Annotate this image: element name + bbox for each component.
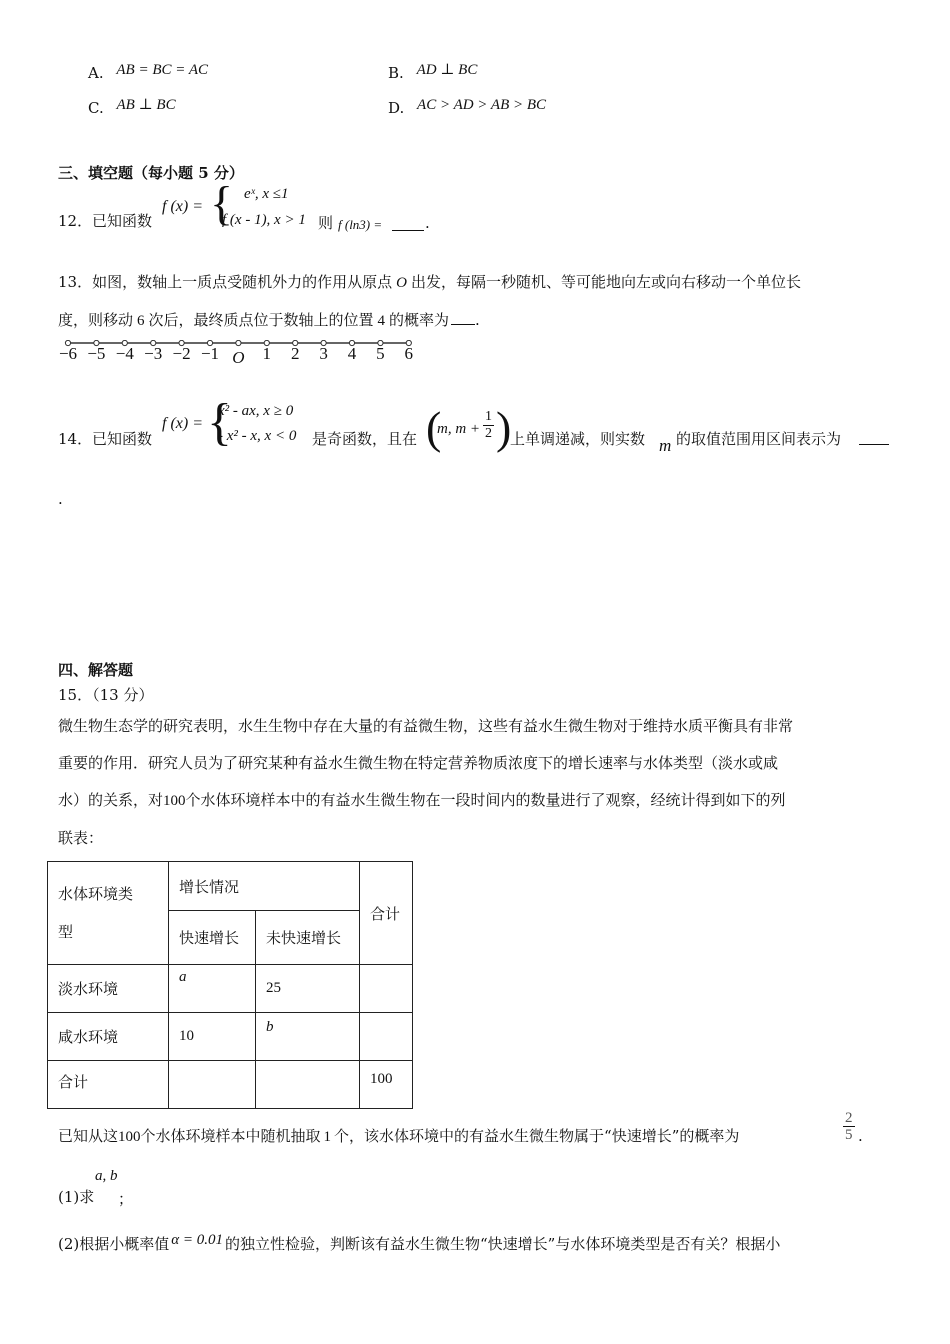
table-row2-total bbox=[360, 1013, 413, 1061]
q15-known-a: 已知从这 bbox=[58, 1127, 119, 1145]
q15-alpha: α = 0.01 bbox=[171, 1232, 223, 1248]
q15-known-end: . bbox=[858, 1127, 863, 1145]
section3-heading: 三、填空题（每小题 5 分） bbox=[58, 164, 244, 182]
table-row2-label: 咸水环境 bbox=[48, 1013, 169, 1061]
q15-sub1: (1)求 bbox=[58, 1188, 95, 1206]
number-line-label: −5 bbox=[87, 344, 106, 363]
table-row1-notfast: 25 bbox=[256, 965, 360, 1013]
q13-answer-blank[interactable] bbox=[451, 324, 475, 325]
table-row bbox=[48, 965, 413, 1013]
option-a-label: A. bbox=[88, 64, 104, 82]
q15-frac-num: 2 bbox=[845, 1110, 853, 1126]
q12-fx: f (x) = bbox=[162, 198, 203, 215]
table-row1-fast: a bbox=[169, 965, 256, 1013]
number-line-label: 2 bbox=[290, 344, 300, 363]
option-c-text: AB ⊥ BC bbox=[116, 97, 176, 113]
q14-interval: m, m + bbox=[437, 421, 481, 437]
table-header-fast: 快速增长 bbox=[169, 911, 256, 965]
option-c-label: C. bbox=[88, 99, 104, 117]
q15-para1: 微生物生态学的研究表明，水生生物中存在大量的有益微生物，这些有益水生微生物对于维持水质平衡具有非常 bbox=[58, 717, 794, 735]
q14-var-m: m bbox=[659, 436, 672, 455]
q15-sub2 bbox=[58, 1233, 780, 1254]
q14-fx: f (x) = bbox=[162, 415, 203, 432]
q15-known-n: 100 bbox=[118, 1129, 141, 1145]
table-header-type-line1: 水体环境类 bbox=[58, 885, 134, 903]
number-line-label: O bbox=[232, 348, 245, 367]
table-row3-notfast bbox=[256, 1061, 360, 1109]
q15-para4: 联表： bbox=[58, 829, 104, 847]
table-header-type-line2: 型 bbox=[58, 923, 74, 941]
number-line-label: 6 bbox=[404, 344, 414, 363]
q13-position: 4 bbox=[377, 313, 386, 329]
number-line-label: −6 bbox=[58, 344, 78, 363]
q12-answer-blank[interactable] bbox=[392, 230, 424, 231]
q12-case2: f (x - 1), x > 1 bbox=[222, 212, 306, 228]
q14-mid: 是奇函数，且在 bbox=[312, 430, 418, 448]
q14-frac-den: 2 bbox=[485, 426, 492, 441]
q15-sub2-b: 的独立性检验，判断该有益水生微生物“快速增长”与水体环境类型是否有关？根据小 bbox=[225, 1235, 781, 1253]
q14-prefix: 已知函数 bbox=[92, 430, 153, 448]
number-line-label: 1 bbox=[262, 344, 272, 363]
q15-para3 bbox=[58, 782, 888, 820]
q15-sub1-vars: a, b bbox=[95, 1168, 118, 1184]
q14-case1: x² - ax, x ≥ 0 bbox=[218, 403, 294, 419]
table-row2-notfast: b bbox=[256, 1013, 360, 1061]
number-line-label: −3 bbox=[144, 344, 163, 363]
q14-brace: { bbox=[207, 394, 232, 451]
q15-para3-a: 水）的关系，对 bbox=[58, 791, 164, 809]
q12-then: 则 bbox=[318, 214, 334, 232]
q14-fraction bbox=[483, 409, 494, 442]
q13-line2-a: 度，则移动 bbox=[58, 311, 134, 329]
q12-case1: eˣ, x ≤1 bbox=[244, 186, 289, 202]
q15-known-b: 个水体环境样本中随机抽取 bbox=[140, 1127, 321, 1145]
number-line-label: 3 bbox=[319, 344, 328, 363]
q14-answer-blank[interactable] bbox=[859, 444, 889, 445]
table-row bbox=[48, 1013, 413, 1061]
table-row3-total: 100 bbox=[360, 1061, 413, 1109]
q15-sub1-end: ； bbox=[118, 1190, 134, 1208]
option-d-label: D. bbox=[388, 99, 405, 117]
option-a bbox=[88, 64, 208, 83]
q15-known-one: 1 bbox=[323, 1129, 332, 1145]
table-row1-label: 淡水环境 bbox=[48, 965, 169, 1013]
number-line-label: 5 bbox=[376, 344, 385, 363]
number-line-label: −2 bbox=[172, 344, 191, 363]
q14-case2: - x² - x, x < 0 bbox=[218, 428, 297, 444]
q15-number: 15．（13 分） bbox=[58, 686, 154, 704]
q15-para3-b: 个水体环境样本中的有益水生微生物在一段时间内的数量进行了观察，经统计得到如下的列 bbox=[185, 791, 786, 809]
q15-sample-count: 100 bbox=[163, 793, 186, 809]
q13-line1-b: 出发，每隔一秒随机、等可能地向左或向右移动一个单位长 bbox=[410, 273, 801, 291]
q12-query: f (ln3) = bbox=[338, 217, 383, 232]
number-line-label: −4 bbox=[115, 344, 134, 363]
q15-probability-fraction bbox=[843, 1110, 855, 1143]
q14-paren-right: ) bbox=[496, 402, 512, 453]
q15-sub2-a: (2)根据小概率值 bbox=[58, 1235, 170, 1253]
number-line-label: −1 bbox=[200, 344, 220, 363]
number-line-point bbox=[236, 340, 241, 345]
q13-moves: 6 bbox=[137, 313, 145, 329]
option-c bbox=[88, 99, 176, 118]
number-line-label: 4 bbox=[347, 344, 357, 363]
table-row3-fast bbox=[169, 1061, 256, 1109]
option-b-text: AD ⊥ BC bbox=[416, 62, 478, 78]
q12-end: . bbox=[425, 214, 430, 232]
table-header-total: 合计 bbox=[360, 862, 413, 965]
option-d-text: AC > AD > AB > BC bbox=[417, 97, 547, 113]
q14-number: 14． bbox=[58, 430, 93, 448]
table-header-type bbox=[48, 862, 169, 965]
q15-paragraph bbox=[58, 708, 888, 857]
contingency-table bbox=[47, 861, 413, 1109]
q13-line2 bbox=[58, 309, 480, 330]
q14-tail: 的取值范围用区间表示为 bbox=[676, 430, 842, 448]
option-d bbox=[388, 99, 546, 118]
q14-paren-left: ( bbox=[426, 402, 442, 453]
q12-prefix: 已知函数 bbox=[92, 212, 153, 230]
table-row bbox=[48, 1061, 413, 1109]
section4-heading: 四、解答题 bbox=[58, 661, 134, 679]
q15-known-c: 个，该水体环境中的有益水生微生物属于“快速增长”的概率为 bbox=[334, 1127, 740, 1145]
q14-end: . bbox=[58, 490, 63, 508]
table-header-growth: 增长情况 bbox=[169, 862, 360, 911]
table-row1-total bbox=[360, 965, 413, 1013]
q15-para2: 重要的作用．研究人员为了研究某种有益水生微生物在特定营养物质浓度下的增长速率与水体类型（淡水或咸 bbox=[58, 754, 779, 772]
table-row2-fast: 10 bbox=[169, 1013, 256, 1061]
q12-number: 12． bbox=[58, 212, 93, 230]
q13-line2-c: 的概率为 bbox=[389, 311, 450, 329]
option-b bbox=[388, 64, 477, 83]
option-b-label: B. bbox=[388, 64, 404, 82]
q14-after: 上单调递减，则实数 bbox=[510, 430, 646, 448]
q13-line1 bbox=[58, 271, 801, 292]
q14-frac-num: 1 bbox=[485, 409, 492, 424]
q13-line2-b: 次后，最终质点位于数轴上的位置 bbox=[148, 311, 374, 329]
q12-brace: { bbox=[210, 177, 234, 230]
option-a-text: AB = BC = AC bbox=[116, 62, 209, 78]
table-row3-label: 合计 bbox=[48, 1061, 169, 1109]
q13-end: . bbox=[475, 311, 480, 329]
table-header-notfast: 未快速增长 bbox=[256, 911, 360, 965]
q13-line1-a: 13．如图，数轴上一质点受随机外力的作用从原点 bbox=[58, 273, 393, 291]
q15-frac-den: 5 bbox=[845, 1127, 853, 1143]
q13-origin-o: O bbox=[396, 275, 407, 291]
q15-known bbox=[58, 1125, 739, 1146]
